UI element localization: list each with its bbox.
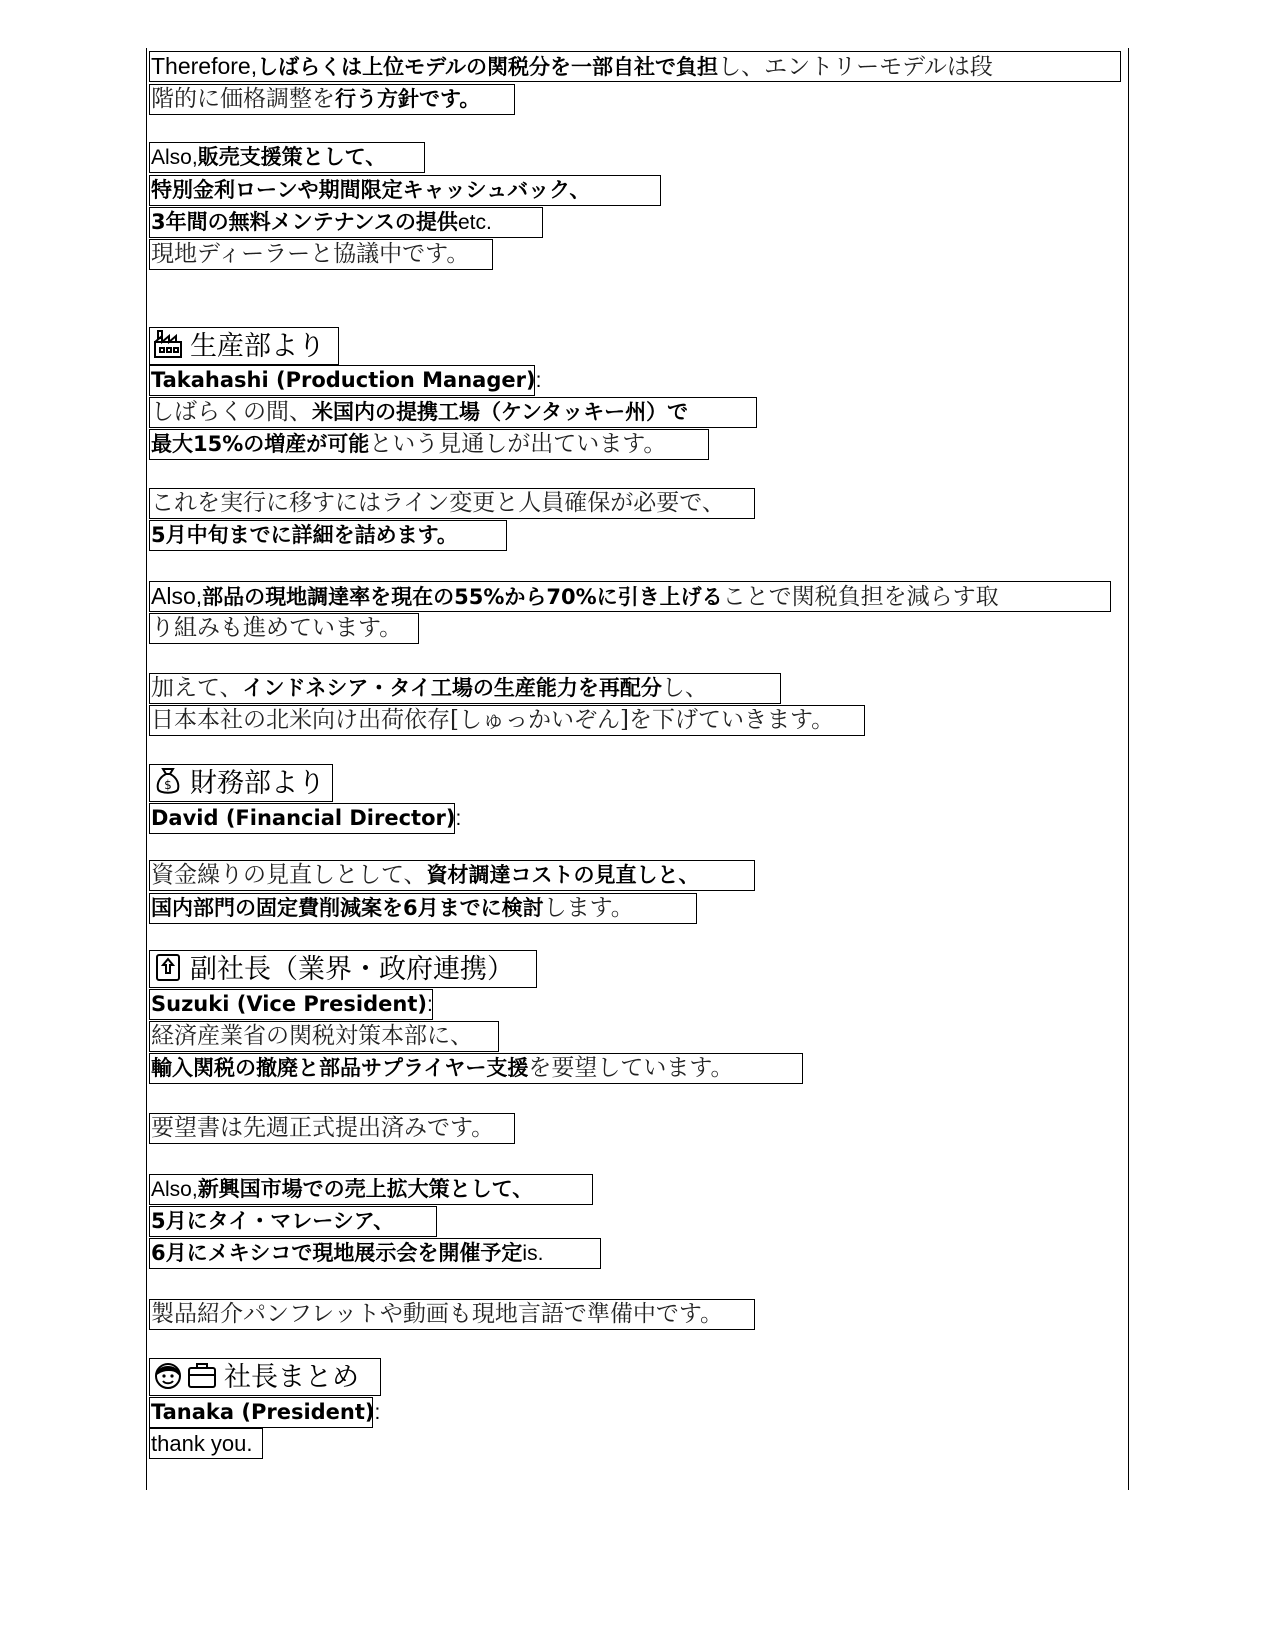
production-p1-line-1: しばらくの間、米国内の提携工場（ケンタッキー州）で xyxy=(149,397,757,428)
building-icon xyxy=(152,951,184,983)
vp-p3-line-2: 5月にタイ・マレーシア、 xyxy=(149,1206,437,1237)
president-speaker: Tanaka (President): xyxy=(149,1397,373,1428)
finance-line-1: 資金繰りの見直しとして、資材調達コストの見直しと、 xyxy=(149,860,755,891)
briefcase-icon xyxy=(186,1359,218,1391)
vp-speaker: Suzuki (Vice President): xyxy=(149,989,433,1020)
money-bag-icon xyxy=(152,765,184,797)
production-p2-line-1: これを実行に移すにはライン変更と人員確保が必要で、 xyxy=(149,488,755,519)
tariff-line-1: Therefore,しばらくは上位モデルの関税分を一部自社で負担し、エントリーモデルは段 xyxy=(149,51,1121,82)
vp-p1-line-2: 輸入関税の撤廃と部品サプライヤー支援を要望しています。 xyxy=(149,1053,803,1084)
production-heading: 生産部より xyxy=(149,327,339,365)
vp-p4: 製品紹介パンフレットや動画も現地言語で準備中です。 xyxy=(149,1299,755,1330)
face-icon xyxy=(152,1359,184,1391)
sales-line-3: 3年間の無料メンテナンスの提供etc. xyxy=(149,207,543,238)
production-p3-line-2: り組みも進めています。 xyxy=(149,613,419,644)
vp-p3-line-1: Also,新興国市場での売上拡大策として、 xyxy=(149,1174,593,1205)
vp-p1-line-1: 経済産業省の関税対策本部に、 xyxy=(149,1021,499,1052)
production-p3-line-1: Also,部品の現地調達率を現在の55%から70%に引き上げることで関税負担を減らす取 xyxy=(149,581,1111,612)
tariff-line-2: 階的に価格調整を行う方針です。 xyxy=(149,84,515,115)
closing-text: thank you. xyxy=(149,1428,263,1459)
left-margin-line xyxy=(146,48,147,1490)
right-margin-line xyxy=(1128,48,1129,1490)
svg-text:$: $ xyxy=(164,778,172,792)
finance-line-2: 国内部門の固定費削減案を6月までに検討します。 xyxy=(149,893,697,924)
finance-heading: $ 財務部より xyxy=(149,764,333,802)
finance-speaker: David (Financial Director): xyxy=(149,803,455,834)
production-speaker: Takahashi (Production Manager): xyxy=(149,365,535,396)
vp-heading: 副社長（業界・政府連携） xyxy=(149,950,537,988)
sales-line-1: Also,販売支援策として、 xyxy=(149,142,425,173)
production-p4-line-1: 加えて、インドネシア・タイ工場の生産能力を再配分し、 xyxy=(149,673,781,704)
vp-p2: 要望書は先週正式提出済みです。 xyxy=(149,1113,515,1144)
production-p1-line-2: 最大15%の増産が可能という見通しが出ています。 xyxy=(149,429,709,460)
president-heading: 社長まとめ xyxy=(149,1358,381,1396)
production-p4-line-2: 日本本社の北米向け出荷依存[しゅっかいぞん]を下げていきます。 xyxy=(149,705,865,736)
sales-line-4: 現地ディーラーと協議中です。 xyxy=(149,239,493,270)
factory-icon xyxy=(152,328,184,360)
vp-p3-line-3: 6月にメキシコで現地展示会を開催予定is. xyxy=(149,1238,601,1269)
production-p2-line-2: 5月中旬までに詳細を詰めます。 xyxy=(149,520,507,551)
sales-line-2: 特別金利ローンや期間限定キャッシュバック、 xyxy=(149,175,661,206)
